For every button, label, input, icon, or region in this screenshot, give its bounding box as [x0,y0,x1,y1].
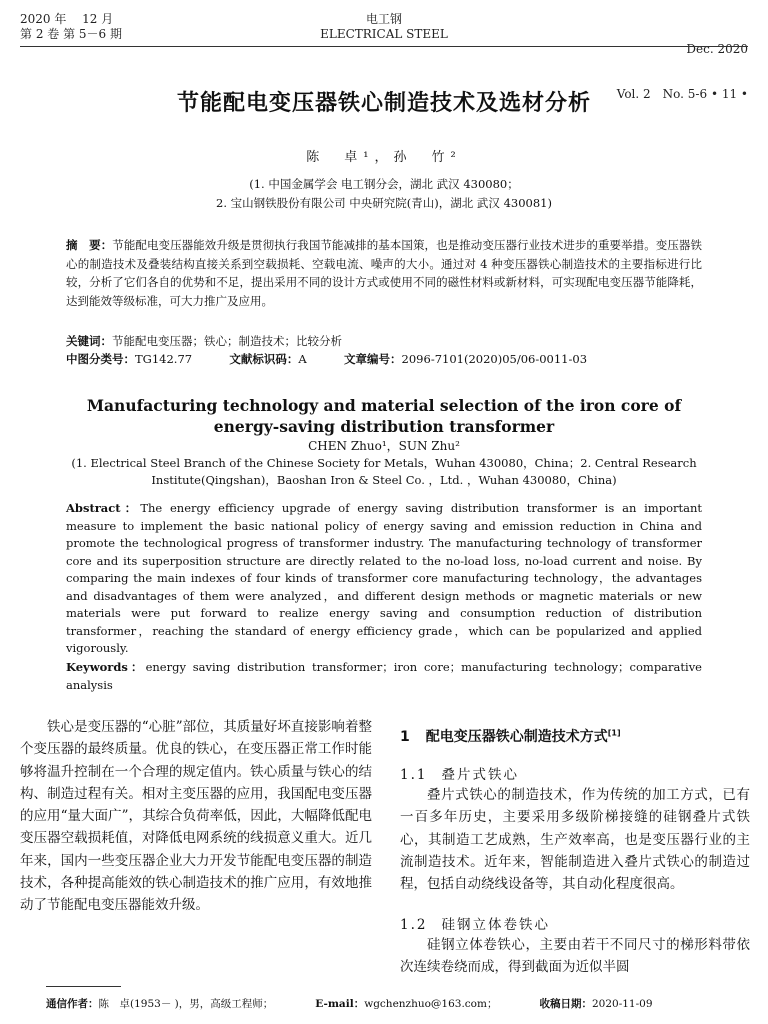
subsection-1-1-number: 1.1 [400,767,428,783]
clc-value: TG142.77 [135,352,193,366]
paper-title-cn: 节能配电变压器铁心制造技术及选材分析 [176,91,591,116]
header-issue-vol: Vol. 2 No. 5-6 • 11 • [616,87,748,101]
email-label: E-mail： [315,998,365,1010]
corresponding-author-value: 陈 卓(1953－ )，男，高级工程师； [98,998,274,1010]
section-1-title: 配电变压器铁心制造技术方式 [425,729,608,745]
subsection-1-2-number: 1.2 [400,917,428,933]
keywords-en [66,659,702,694]
keywords-cn [66,332,702,351]
affiliation-cn-2: 2. 宝山钢铁股份有限公司 中央研究院(青山)，湖北 武汉 430081) [216,196,552,210]
keywords-cn-text: 节能配电变压器；铁心；制造技术；比较分析 [112,334,342,348]
abstract-cn-label: 摘 要： [66,238,113,252]
section-1-heading [400,726,750,746]
abstract-en-text: The energy efficiency upgrade of energy saving distribution transformer is an important measure to implement the basic national policy of energy saving and emission reduction in China and promote the technological progress of transformer industry. The manufacturing technology of transformer core and its superposition structure are directly related to the no-load loss, no-load current and noise. By comparing the main indexes of four kinds of transformer core manufacturing technology，the advantages and disadvantages of them were analyzed，and different design methods or magnetic materials or new materials were put forward to realize energy saving and consumption reduction of distribution transformer，reaching the standard of energy efficiency grade，which can be popularized and applied vigorously. [66,501,702,655]
abstract-cn-text: 节能配电变压器能效升级是贯彻执行我国节能减排的基本国策，也是推动变压器行业技术进步的重要举措。变压器铁心的制造技术及叠装结构直接关系到空载损耗、空载电流、噪声的大小。通过对 4 种变压器铁心制造技术的主要指标进行比较，分析了它们各自的优势和不足，提出采用不同的设计方式或使用不同的磁性材料或新材料，可实现配电变压器节能降耗，达到能效等级标准，可大力推广及应用。 [66,238,703,308]
article-number-label: 文章编号： [344,352,402,366]
footnote [46,996,746,1011]
affiliation-cn-1: (1. 中国金属学会 电工钢分会，湖北 武汉 430080； [249,177,519,191]
doc-code-label: 文献标识码： [229,352,299,366]
affiliations-en: (1. Electrical Steel Branch of the Chinese Society for Metals，Wuhan 430080，China；2. Central Research Institute(Qingshan)，Baoshan Iron & Steel Co. ，Ltd. ，Wuhan 430080，China) [71,456,697,487]
paper-title-en-line2: energy-saving distribution transformer [213,417,555,436]
subsection-1-1-heading [400,764,750,786]
received-date-value: 2020-11-09 [591,998,653,1010]
keywords-cn-label: 关键词： [66,334,112,348]
section-1-number: 1 [400,729,410,745]
subsection-1-1-paragraph: 叠片式铁心的制造技术，作为传统的加工方式，已有一百多年历史，主要采用多级阶梯接缝的硅钢叠片式铁心，其制造工艺成熟，生产效率高，也是变压器行业的主流制造技术。近年来，智能制造进入叠片式铁心的制造过程，包括自动绕线设备等，其自动化程度很高。 [400,787,750,893]
subsection-1-1-title: 叠片式铁心 [441,767,519,783]
keywords-en-text: energy saving distribution transformer；iron core；manufacturing technology；comparative analysis [66,660,702,692]
paper-title-en [0,395,768,437]
abstract-cn [66,236,702,310]
abstract-en [66,500,702,658]
subsection-1-2-title: 硅钢立体卷铁心 [441,917,550,933]
abstract-en-label: Abstract： [66,501,141,515]
corresponding-author-label: 通信作者： [46,998,99,1010]
clc-label: 中图分类号： [66,352,135,366]
header-volume-line: 第 2 卷 第 5－6 期 [20,27,122,41]
email-value: wgchenzhuo@163.com； [364,998,498,1010]
header-rule [20,46,748,47]
footnote-rule [46,986,121,987]
header-date-line: 2020 年 12 月 [20,12,114,26]
paper-title-en-line1: Manufacturing technology and material selection of the iron core of [86,396,682,415]
header-journal-cn: 电工钢 [365,12,402,26]
subsection-1-2-heading [400,914,750,936]
doc-code-value: A [298,352,307,366]
authors-en: CHEN Zhuo¹，SUN Zhu² [308,439,460,453]
subsection-1-2-paragraph: 硅钢立体卷铁心，主要由若干不同尺寸的梯形料带依次连续卷绕而成，得到截面为近似半圆 [400,937,750,976]
keywords-en-label: Keywords： [66,660,146,674]
header-journal [284,12,484,42]
section-1-citation: [1] [607,728,621,738]
article-number-value: 2096-7101(2020)05/06-0011-03 [401,352,588,366]
body-intro-paragraph: 铁心是变压器的“心脏”部位，其质量好坏直接影响着整个变压器的最终质量。优良的铁心，在变压器正常工作时能够将温升控制在一个合理的规定值内。铁心质量与铁心的结构、制造过程有关。相对主变压器的应用，我国配电变压器的应用“量大面广”，其综合负荷率低，因此，大幅降低配电变压器空载损耗值，对降低电网系统的线损意义重大。近几年来，国内一些变压器企业大力开发节能配电变压器的制造技术，各种提高能效的铁心制造技术的推广应用，有效地推动了节能配电变压器能效升级。 [20,719,372,914]
header-issue-date: Dec. 2020 [686,42,748,56]
received-date-label: 收稿日期： [539,998,592,1010]
header-journal-en: ELECTRICAL STEEL [320,27,448,41]
header-date [20,12,122,42]
authors-cn: 陈 卓¹，孙 竹² [306,150,462,165]
classification-row [66,351,702,367]
